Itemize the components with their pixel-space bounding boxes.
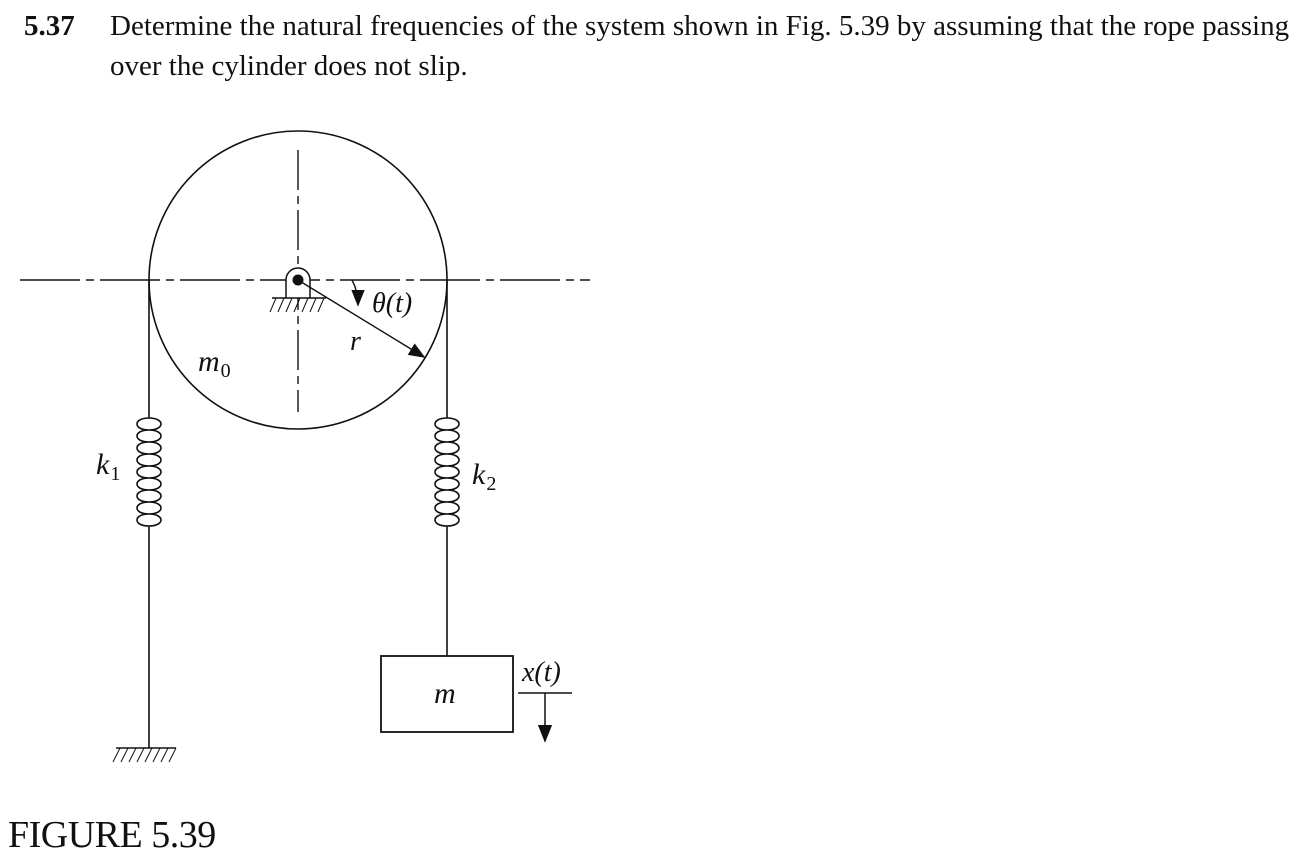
theta-rotation-arrow (352, 280, 358, 305)
ground-support (113, 748, 176, 762)
k2-label: $k_2$ (472, 458, 497, 495)
mass-label: m (434, 677, 456, 710)
displacement-label: x(t) (522, 657, 561, 688)
problem-number: 5.37 (24, 10, 75, 42)
figure-caption: FIGURE 5.39 (8, 814, 216, 856)
k1-label: $k_1$ (96, 448, 121, 485)
right-rope-spring-k2 (435, 280, 459, 656)
mass0-label: $m_0$ (198, 345, 231, 382)
displacement-arrow (518, 693, 572, 741)
problem-text: Determine the natural frequencies of the system shown in Fig. 5.39 by assuming that the rope passing over the cylinder does not slip. (110, 10, 1290, 82)
left-rope-spring-k1 (137, 280, 161, 748)
radius-label: r (350, 326, 361, 357)
theta-label: θ(t) (372, 288, 413, 319)
